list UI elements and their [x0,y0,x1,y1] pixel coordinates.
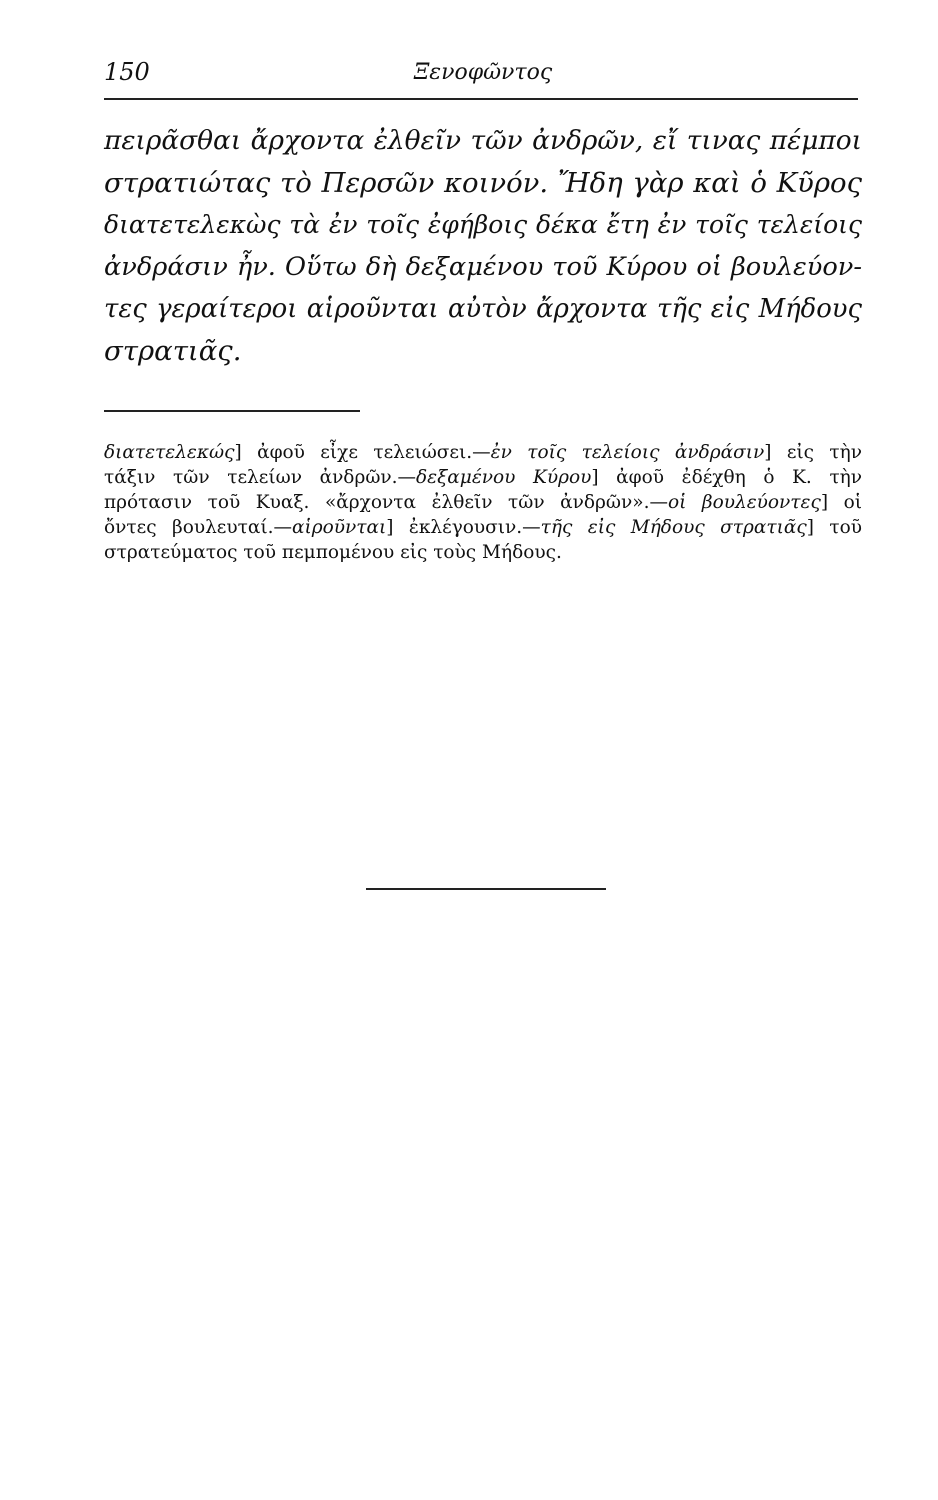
note-gloss: ] τοῦ [806,517,862,538]
main-text [104,120,862,372]
footnote-rule [104,410,360,412]
note-lemma: διατετελεκώς [104,442,235,463]
note-lemma: δεξαμένου Κύρου [416,467,592,488]
note-line [104,490,862,515]
note-gloss: ] οἱ [820,492,862,513]
note-gloss: ὄντες βουλευταί.— [104,517,293,538]
note-lemma: τῆς εἰς Μήδους στρατιᾶς [540,517,807,538]
note-gloss: στρατεύματος τοῦ πεμπομένου εἰς τοὺς Μήδους. [104,542,562,563]
main-text-line: στρατιᾶς. [104,335,242,367]
note-gloss: πρότασιν τοῦ Κυαξ. «ἄρχοντα ἐλθεῖν τῶν ἀνδρῶν».— [104,492,668,513]
commentary-notes [104,440,862,565]
note-line [104,440,862,465]
main-text-line: πειρᾶσθαι ἄρχοντα ἐλθεῖν τῶν ἀνδρῶν, εἴ τινας πέμποι [104,126,862,156]
note-gloss: ] ἐκλέγουσιν.— [386,517,541,538]
note-line [104,465,862,490]
main-text-line: διατετελεκὼς τὰ ἐν τοῖς ἐφήβοις δέκα ἔτη ἐν τοῖς τελείοις [104,210,862,239]
note-gloss: τάξιν τῶν τελείων ἀνδρῶν.— [104,467,417,488]
end-rule [366,888,606,890]
header-rule [104,98,858,100]
note-line [104,540,862,565]
running-title: Ξενοφῶντος [413,60,553,85]
note-gloss: ] ἀφοῦ εἶχε τελειώσει.— [234,442,491,463]
note-lemma: ἐν τοῖς τελείοις ἀνδράσιν [490,442,765,463]
note-lemma: αἱροῦνται [292,517,387,538]
main-text-line: ἀνδράσιν ἦν. Οὕτω δὴ δεξαμένου τοῦ Κύρου οἱ βουλεύον- [104,252,862,282]
page-header [104,58,862,94]
note-line [104,515,862,540]
note-gloss: ] εἰς τὴν [764,442,863,463]
note-lemma: οἱ βουλεύοντες [667,492,821,513]
main-text-line: τες γεραίτεροι αἱροῦνται αὐτὸν ἄρχοντα τῆς εἰς Μήδους [104,294,862,324]
main-text-line: στρατιώτας τὸ Περσῶν κοινόν. Ἤδη γὰρ καὶ ὁ Κῦρος [104,167,862,199]
page-number: 150 [104,58,150,86]
note-gloss: ] ἀφοῦ ἐδέχθη ὁ Κ. τὴν [591,467,863,488]
